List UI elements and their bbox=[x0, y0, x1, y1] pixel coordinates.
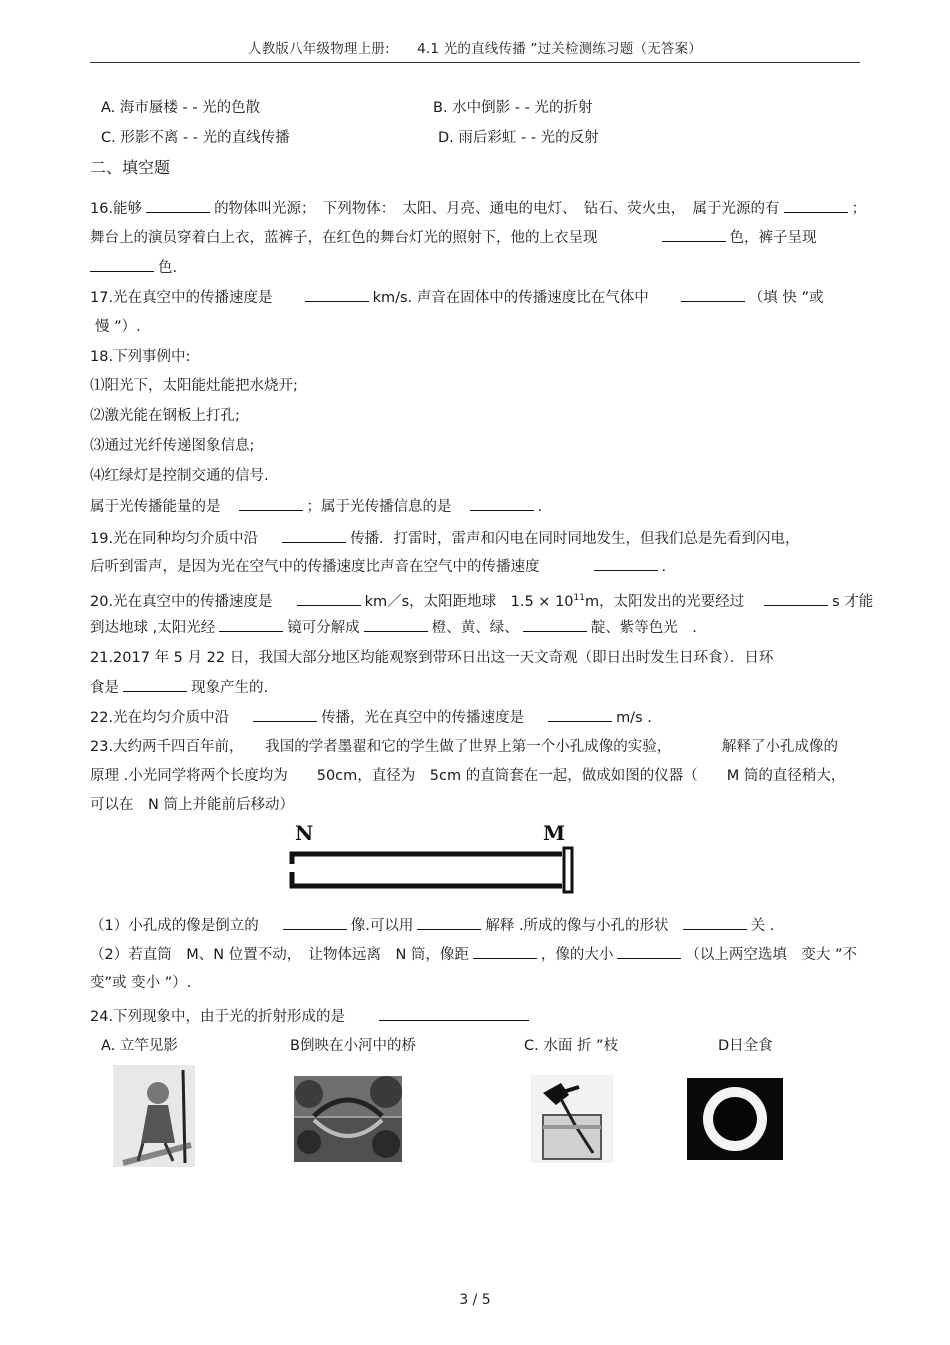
q17-text: 17.光在真空中的传播速度是 bbox=[90, 290, 273, 306]
section-title: 二、填空题 bbox=[90, 158, 171, 177]
q18-item: ⑶通过光纤传递图象信息; bbox=[90, 438, 255, 454]
q16-text: 色. bbox=[158, 260, 178, 276]
answer-blank bbox=[523, 617, 587, 632]
exponent: 11 bbox=[573, 593, 585, 603]
answer-blank bbox=[470, 496, 534, 511]
q16-text: ； bbox=[851, 201, 867, 217]
q17-line2: 慢 ”）. bbox=[95, 319, 141, 335]
q19-line1 bbox=[90, 528, 800, 549]
label-m: M bbox=[543, 821, 566, 845]
q17-text: km/s. 声音在固体中的传播速度比在气体中 bbox=[372, 290, 649, 306]
q17-text: （填 快 ”或 bbox=[748, 290, 824, 306]
q23-text: （以上两空选填 变大 ”不 bbox=[685, 947, 858, 963]
answer-blank bbox=[239, 496, 303, 511]
q23-line1: 23.大约两千四百年前， 我国的学者墨翟和它的学生做了世界上第一个小孔成像的实验， 解释了小孔成像的 bbox=[90, 739, 839, 755]
q24-option-c: C. 水面 折 ”枝 bbox=[524, 1038, 619, 1054]
q18-item: ⑷红绿灯是控制交通的信号. bbox=[90, 468, 269, 484]
answer-blank bbox=[282, 528, 346, 543]
q23-line3: 可以在 N 筒上并能前后移动） bbox=[90, 797, 294, 813]
q16-text: 舞台上的演员穿着白上衣，蓝裤子，在红色的舞台灯光的照射下，他的上衣呈现 bbox=[90, 230, 598, 246]
q23-text: 关 . bbox=[750, 918, 775, 934]
q23-text: 像.可以用 bbox=[350, 918, 414, 934]
answer-blank bbox=[305, 287, 369, 302]
q18-item: ⑴阳光下，太阳能灶能把水烧开; bbox=[90, 378, 298, 394]
q21-text: 现象产生的. bbox=[191, 680, 269, 696]
header-divider bbox=[90, 62, 860, 63]
answer-blank bbox=[594, 556, 658, 571]
q18-text: . bbox=[537, 499, 543, 515]
q23-text: ，像的大小 bbox=[540, 947, 614, 963]
shadow-pole-image bbox=[113, 1065, 195, 1167]
q20-text: s 才能 bbox=[832, 593, 874, 610]
q16-text: 的物体叫光源； 下列物体： 太阳、月亮、通电的电灯、 钻石、荧火虫， 属于光源的有 bbox=[214, 201, 780, 217]
answer-blank bbox=[417, 915, 481, 930]
q21-text: 食是 bbox=[90, 680, 119, 696]
q17-line1 bbox=[90, 287, 823, 308]
answer-blank bbox=[681, 287, 745, 302]
answer-blank bbox=[90, 257, 154, 272]
answer-blank bbox=[784, 198, 848, 213]
q16-text: 16.能够 bbox=[90, 201, 143, 217]
answer-blank bbox=[364, 617, 428, 632]
q16-line2 bbox=[90, 227, 817, 248]
q24-text: 24.下列现象中，由于光的折射形成的是 bbox=[90, 1009, 346, 1025]
q18-question bbox=[90, 496, 542, 517]
label-n: N bbox=[295, 821, 314, 845]
q20-text: 靛、紫等色光 . bbox=[590, 620, 697, 636]
q18-text: 属于光传播能量的是 bbox=[90, 499, 221, 515]
q19-text: 后听到雷声，是因为光在空气中的传播速度比声音在空气中的传播速度 bbox=[90, 559, 540, 575]
q16-line1 bbox=[90, 198, 866, 219]
q23-line2: 原理 .小光同学将两个长度均为 50cm，直径为 5cm 的直筒套在一起，做成如图的仪器（ M 筒的直径稍大， bbox=[90, 768, 846, 784]
tube-m-end bbox=[564, 848, 572, 892]
answer-blank bbox=[764, 591, 828, 606]
q22-text: 传播，光在真空中的传播速度是 bbox=[321, 710, 525, 726]
q20-line2 bbox=[90, 617, 697, 638]
q22-line bbox=[90, 707, 652, 728]
answer-blank bbox=[297, 591, 361, 606]
answer-blank bbox=[123, 677, 187, 692]
q19-line2 bbox=[90, 556, 666, 577]
q20-text: m，太阳发出的光要经过 bbox=[584, 593, 745, 610]
tube-n-bottom bbox=[292, 872, 562, 886]
answer-blank bbox=[219, 617, 283, 632]
q22-text: m/s . bbox=[616, 710, 652, 726]
pinhole-camera-figure bbox=[285, 818, 580, 896]
answer-blank bbox=[548, 707, 612, 722]
answer-blank bbox=[617, 944, 681, 959]
q24-option-b: B倒映在小河中的桥 bbox=[290, 1038, 416, 1054]
q16-text: 色，裤子呈现 bbox=[729, 230, 817, 246]
q18-title: 18.下列事例中: bbox=[90, 349, 191, 365]
option-c: C. 形影不离 - - 光的直线传播 bbox=[101, 130, 290, 146]
q21-line2 bbox=[90, 677, 268, 698]
option-d: D. 雨后彩虹 - - 光的反射 bbox=[438, 130, 599, 146]
answer-blank bbox=[146, 198, 210, 213]
q20-text: 20.光在真空中的传播速度是 bbox=[90, 593, 273, 610]
solar-eclipse-image bbox=[687, 1078, 783, 1160]
answer-blank bbox=[379, 1006, 529, 1021]
q19-text: 19.光在同种均匀介质中沿 bbox=[90, 531, 259, 547]
tube-n-top bbox=[292, 854, 562, 864]
q16-line3 bbox=[90, 257, 177, 278]
page-number: 3 / 5 bbox=[459, 1292, 491, 1308]
answer-blank bbox=[683, 915, 747, 930]
q24-option-d: D日全食 bbox=[718, 1038, 773, 1054]
answer-blank bbox=[473, 944, 537, 959]
q19-text: . bbox=[661, 559, 667, 575]
q24-title bbox=[90, 1006, 533, 1027]
q20-line1 bbox=[90, 588, 873, 612]
answer-blank bbox=[253, 707, 317, 722]
q20-text: 橙、黄、绿、 bbox=[431, 620, 519, 636]
q18-item: ⑵激光能在钢板上打孔; bbox=[90, 408, 240, 424]
q21-line1: 21.2017 年 5 月 22 日，我国大部分地区均能观察到带环日出这一天文奇观（即日出时发生日环食）．日环 bbox=[90, 650, 774, 666]
option-a: A. 海市蜃楼 - - 光的色散 bbox=[101, 100, 261, 116]
bridge-reflection-image bbox=[294, 1076, 402, 1162]
q23-text: 解释 .所成的像与小孔的形状 bbox=[485, 918, 669, 934]
q20-text: 到达地球 ,太阳光经 bbox=[90, 620, 216, 636]
q18-text: ；属于光传播信息的是 bbox=[306, 499, 452, 515]
q23-sub1 bbox=[90, 915, 774, 936]
page-header: 人教版八年级物理上册: 4.1 光的直线传播 ”过关检测练习题（无答案） bbox=[248, 41, 702, 57]
q19-text: 传播．打雷时，雷声和闪电在同时同地发生，但我们总是先看到闪电， bbox=[350, 531, 800, 547]
q22-text: 22.光在均匀介质中沿 bbox=[90, 710, 230, 726]
answer-blank bbox=[662, 227, 726, 242]
q20-text: 镜可分解成 bbox=[287, 620, 360, 636]
bent-stick-image bbox=[531, 1075, 613, 1163]
q23-text: （2）若直筒 M、N 位置不动， 让物体远离 N 筒，像距 bbox=[90, 947, 469, 963]
q23-sub2 bbox=[90, 944, 857, 965]
answer-blank bbox=[283, 915, 347, 930]
option-b: B. 水中倒影 - - 光的折射 bbox=[433, 100, 593, 116]
q23-text: （1）小孔成的像是倒立的 bbox=[90, 918, 259, 934]
q23-sub3: 变”或 变小 ”）. bbox=[90, 975, 192, 991]
q20-text: km／s，太阳距地球 1.5 × 10 bbox=[364, 593, 574, 610]
q24-option-a: A. 立竿见影 bbox=[101, 1038, 178, 1054]
